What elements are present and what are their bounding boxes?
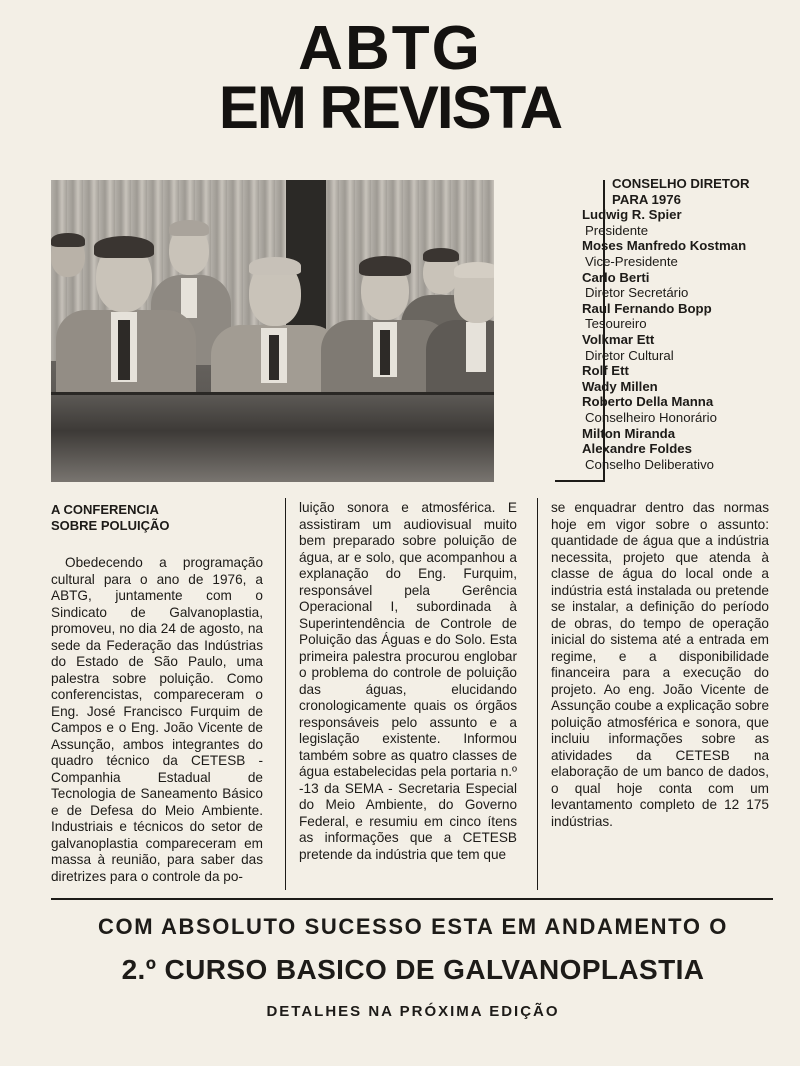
article-headline <box>51 502 263 533</box>
board-member-name: Milton Miranda <box>582 425 676 441</box>
board-title: CONSELHO DIRETOR <box>612 176 750 191</box>
board-of-directors <box>582 176 792 472</box>
board-member-role: Diretor Cultural <box>585 347 674 363</box>
column-divider <box>285 498 286 890</box>
board-member-role: Diretor Secretário <box>585 285 689 301</box>
article-column-3 <box>551 500 769 830</box>
board-member-name: Moses Manfredo Kostman <box>582 238 747 254</box>
masthead-title: ABTG <box>298 14 482 83</box>
article-text-2: luição sonora e atmosférica. E assistiram um audiovisual muito bem preparado sobre poluição de água, ar e solo, que acompanhou a explanação do Eng. Furquim, responsável pela Gerência Operacional I, subordinada à Superintendência de Controle de Poluição das Águas e do Solo. Esta primeira palestra procurou englobar o problema do controle de poluição das águas, elucidando cronologicamente quais os órgãos responsáveis pelo assunto e a legislação existente. Informou também sobre as quatro classes de água estabelecidas pela portaria n.º -13 da SEMA - Secretaria Especial do Meio Ambiente, do Governo Federal, e resumiu em cinco ítens as informações que a CETESB pretende da indústria que tem que <box>299 500 517 862</box>
conference-photo <box>51 180 494 482</box>
board-member-name: Ludwig R. Spier <box>582 207 682 223</box>
board-year: PARA 1976 <box>612 191 681 207</box>
board-member-name: Roberto Della Manna <box>582 394 714 410</box>
article-text-1: Obedecendo a programação cultural para o ano de 1976, a ABTG, juntamente com o Sindicato de Galvanoplastia, promoveu, no dia 24 de agosto, na sede da Federação das Indústrias do Estado de São Paulo, uma palestra sobre poluição. Como conferencistas, compareceram o Eng. José Francisco Furquim de Campos e o Eng. João Vicente de Assunção, ambos integrantes do quadro técnico da CETESB - Companhia Estadual de Tecnologia de Saneamento Básico e de Defesa do Meio Ambiente. Industriais e técnicos do setor de galvanoplastia compareceram em massa à reunião, para saber das diretrizes para o controle da po- <box>51 555 263 884</box>
masthead-subtitle: EM REVISTA <box>218 74 562 141</box>
board-member-role: Tesoureiro <box>585 316 647 332</box>
board-member-name: Raul Fernando Bopp <box>582 300 712 316</box>
board-member-name: Volkmar Ett <box>582 331 655 347</box>
announcement-line-1: COM ABSOLUTO SUCESSO ESTA EM ANDAMENTO O <box>98 914 728 939</box>
article-column-2 <box>299 500 517 863</box>
board-member-name: Alexandre Foldes <box>582 441 692 457</box>
article-column-1 <box>51 500 263 885</box>
board-member-role: Vice-Presidente <box>585 253 678 269</box>
board-divider-horizontal <box>555 480 605 482</box>
column-divider <box>537 498 538 890</box>
board-member-name: Carlo Berti <box>582 269 650 285</box>
board-member-list <box>582 207 792 472</box>
announcement-details: DETALHES NA PRÓXIMA EDIÇÃO <box>266 1003 560 1020</box>
article-text-3: se enquadrar dentro das normas hoje em vigor sobre o assunto: quantidade de água que a indústria necessita, projeto que atenda à classe de água do local onde a indústria está instalada ou pretende se instalar, a definição do período de obras, do tempo de operação inicial do sistema até a entrada em regime, e a disponibilidade financeira para a execução do projeto. Ao eng. João Vicente de Assunção coube a explicação sobre poluição atmosférica e sonora, que incluiu informações sobre as atividades da CETESB na elaboração de um banco de dados, o qual hoje conta com um levantamento completo de 12 175 indústrias. <box>551 500 769 829</box>
footer-divider <box>51 898 773 900</box>
board-member-role: Presidente <box>585 222 649 238</box>
board-member-name: Rolf Ett <box>582 363 629 379</box>
announcement-course-title: 2.º CURSO BASICO DE GALVANOPLASTIA <box>121 954 705 985</box>
board-member-role: Conselho Deliberativo <box>585 456 715 472</box>
board-member-name: Wady Millen <box>582 378 658 394</box>
headline-line-2: SOBRE POLUIÇÃO <box>51 517 170 533</box>
headline-line-1: A CONFERENCIA <box>51 502 159 517</box>
board-member-role: Conselheiro Honorário <box>585 409 717 425</box>
